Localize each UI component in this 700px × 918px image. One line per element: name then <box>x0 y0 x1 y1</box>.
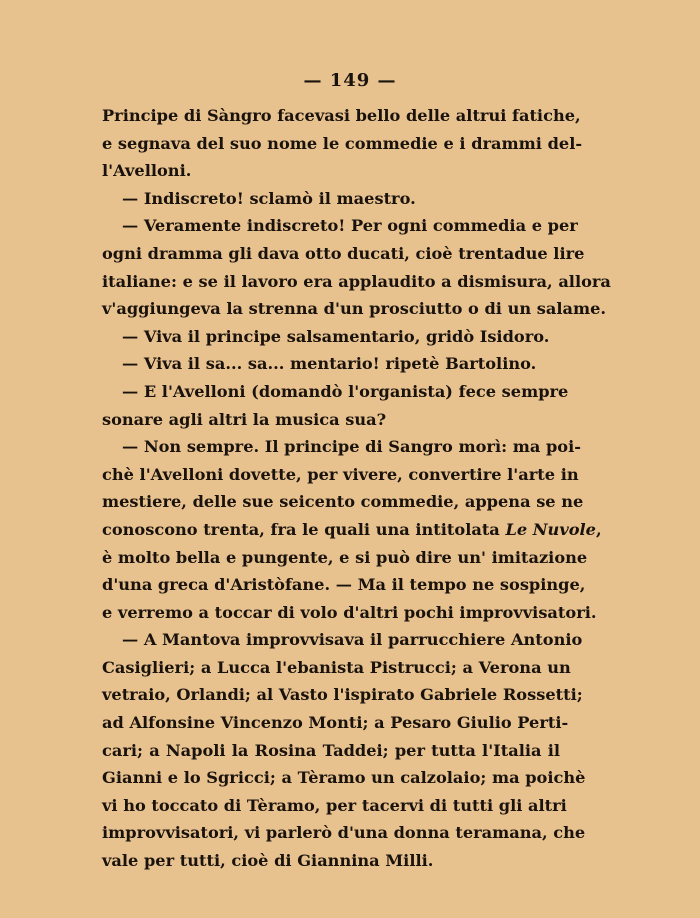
text-line: l'Avelloni. <box>102 161 192 181</box>
text-line: — A Mantova improvvisava il parrucchiere Antonio <box>122 630 583 650</box>
text-line: conoscono trenta, fra le quali una intitolata Le Nuvole, <box>102 519 602 539</box>
text-line: vale per tutti, cioè di Giannina Milli. <box>102 851 434 871</box>
text-line: italiane: e se il lavoro era applaudito a dismisura, allora <box>102 271 611 291</box>
text-line: — Viva il sa... sa... mentario! ripetè Bartolino. <box>122 354 537 374</box>
text-line: d'una greca d'Aristòfane. — Ma il tempo ne sospinge, <box>102 575 586 595</box>
text-line: mestiere, delle sue seicento commedie, appena se ne <box>102 492 584 512</box>
text-line: sonare agli altri la musica sua? <box>102 409 387 429</box>
page-number: — 149 — <box>303 70 397 91</box>
text-line: Principe di Sàngro facevasi bello delle altrui fatiche, <box>102 106 581 125</box>
body-text <box>102 102 611 875</box>
text-line: ogni dramma gli dava otto ducati, cioè trentadue lire <box>102 243 585 263</box>
text-line: vi ho toccato di Tèramo, per tacervi di tutti gli altri <box>102 795 567 815</box>
text-line: — Non sempre. Il principe di Sangro morì: ma poi- <box>122 437 581 457</box>
text-line: cari; a Napoli la Rosina Taddei; per tutta l'Italia il <box>102 740 560 760</box>
text-line: — Viva il principe salsamentario, gridò Isidoro. <box>122 326 550 346</box>
text-line: vetraio, Orlandi; al Vasto l'ispirato Gabriele Rossetti; <box>102 685 583 705</box>
text-line: e segnava del suo nome le commedie e i drammi del- <box>102 133 583 153</box>
text-line: e verremo a toccar di volo d'altri pochi improvvisatori. <box>102 602 597 622</box>
text-line: — Indiscreto! sclamò il maestro. <box>122 188 416 208</box>
text-line: Casiglieri; a Lucca l'ebanista Pistrucci; a Verona un <box>102 657 571 677</box>
text-line: v'aggiungeva la strenna d'un prosciutto o di un salame. <box>102 299 607 319</box>
text-line: chè l'Avelloni dovette, per vivere, convertire l'arte in <box>102 464 579 484</box>
text-line: ad Alfonsine Vincenzo Monti; a Pesaro Giulio Perti- <box>102 713 569 733</box>
text-line: — E l'Avelloni (domandò l'organista) fece sempre <box>122 381 569 401</box>
text-line: — Veramente indiscreto! Per ogni commedia e per <box>122 216 578 236</box>
text-line: è molto bella e pungente, e si può dire un' imitazione <box>102 547 588 567</box>
text-line: Gianni e lo Sgricci; a Tèramo un calzolaio; ma poichè <box>102 768 586 788</box>
text-line: improvvisatori, vi parlerò d'una donna teramana, che <box>102 823 586 843</box>
